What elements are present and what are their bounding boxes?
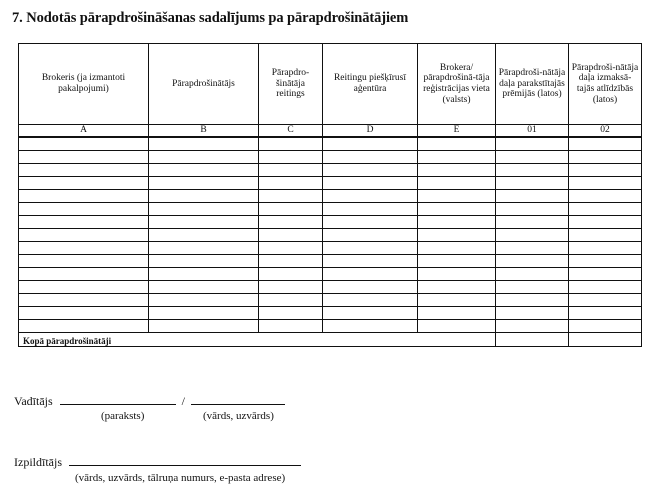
- table-cell[interactable]: [496, 294, 569, 307]
- table-cell[interactable]: [496, 307, 569, 320]
- code-b: B: [149, 125, 259, 138]
- table-cell[interactable]: [569, 190, 642, 203]
- executor-line: [14, 455, 301, 470]
- table-row: [19, 190, 642, 203]
- table-cell[interactable]: [418, 203, 496, 216]
- table-cell[interactable]: [323, 242, 418, 255]
- manager-name-field[interactable]: [191, 394, 285, 405]
- table-cell[interactable]: [496, 216, 569, 229]
- name-caption: (vārds, uzvārds): [203, 410, 274, 422]
- table-cell[interactable]: [323, 294, 418, 307]
- table-cell[interactable]: [19, 268, 149, 281]
- table-cell[interactable]: [496, 242, 569, 255]
- table-cell[interactable]: [323, 229, 418, 242]
- total-claims-cell[interactable]: [569, 333, 642, 347]
- table-row: [19, 137, 642, 151]
- table-cell[interactable]: [323, 190, 418, 203]
- table-cell[interactable]: [149, 242, 259, 255]
- table-cell[interactable]: [418, 294, 496, 307]
- table-cell[interactable]: [418, 268, 496, 281]
- table-cell[interactable]: [496, 151, 569, 164]
- table-cell[interactable]: [149, 255, 259, 268]
- table-cell[interactable]: [569, 281, 642, 294]
- table-cell[interactable]: [19, 164, 149, 177]
- table-cell[interactable]: [19, 190, 149, 203]
- table-cell[interactable]: [496, 190, 569, 203]
- table-cell[interactable]: [149, 294, 259, 307]
- table-cell[interactable]: [259, 255, 323, 268]
- table-cell[interactable]: [418, 307, 496, 320]
- table-cell[interactable]: [569, 203, 642, 216]
- table-cell[interactable]: [569, 268, 642, 281]
- column-code-row: [19, 125, 642, 138]
- table-cell[interactable]: [496, 229, 569, 242]
- table-cell[interactable]: [149, 164, 259, 177]
- table-cell[interactable]: [569, 320, 642, 333]
- table-cell[interactable]: [259, 177, 323, 190]
- table-cell[interactable]: [496, 203, 569, 216]
- header-rating: Pārapdro-šinātāja reitings: [259, 44, 323, 125]
- table-cell[interactable]: [496, 268, 569, 281]
- table-cell[interactable]: [149, 268, 259, 281]
- table-cell[interactable]: [418, 320, 496, 333]
- table-row: [19, 307, 642, 320]
- table-cell[interactable]: [569, 255, 642, 268]
- code-02: 02: [569, 125, 642, 138]
- table-cell[interactable]: [569, 137, 642, 151]
- code-d: D: [323, 125, 418, 138]
- table-cell[interactable]: [259, 281, 323, 294]
- manager-signature-field[interactable]: [60, 394, 176, 405]
- table-cell[interactable]: [323, 268, 418, 281]
- table-cell[interactable]: [259, 190, 323, 203]
- header-broker: Brokeris (ja izmantoti pakalpojumi): [19, 44, 149, 125]
- table-cell[interactable]: [418, 242, 496, 255]
- code-01: 01: [496, 125, 569, 138]
- table-cell[interactable]: [569, 307, 642, 320]
- table-cell[interactable]: [149, 203, 259, 216]
- table-cell[interactable]: [19, 177, 149, 190]
- table-cell[interactable]: [19, 307, 149, 320]
- table-cell[interactable]: [259, 320, 323, 333]
- reinsurance-distribution-table: [18, 43, 642, 347]
- table-row: [19, 281, 642, 294]
- table-cell[interactable]: [19, 281, 149, 294]
- table-cell[interactable]: [418, 229, 496, 242]
- table-cell[interactable]: [19, 151, 149, 164]
- total-row: [19, 333, 642, 347]
- table-cell[interactable]: [496, 255, 569, 268]
- table-row: [19, 320, 642, 333]
- table-cell[interactable]: [259, 151, 323, 164]
- table-cell[interactable]: [418, 190, 496, 203]
- table-cell[interactable]: [418, 177, 496, 190]
- table-cell[interactable]: [259, 203, 323, 216]
- table-cell[interactable]: [149, 281, 259, 294]
- table-cell[interactable]: [19, 242, 149, 255]
- table-cell[interactable]: [19, 255, 149, 268]
- table-cell[interactable]: [418, 137, 496, 151]
- header-rating-agency: Reitingu piešķīrusī aģentūra: [323, 44, 418, 125]
- manager-signature-line: [14, 394, 285, 409]
- table-row: [19, 229, 642, 242]
- table-cell[interactable]: [323, 164, 418, 177]
- table-cell[interactable]: [323, 216, 418, 229]
- table-cell[interactable]: [323, 281, 418, 294]
- executor-field[interactable]: [69, 455, 301, 466]
- table-cell[interactable]: [569, 151, 642, 164]
- header-registration-country: Brokera/ pārapdrošinā-tāja reģistrācijas vieta (valsts): [418, 44, 496, 125]
- table-cell[interactable]: [149, 320, 259, 333]
- table-cell[interactable]: [496, 177, 569, 190]
- code-e: E: [418, 125, 496, 138]
- table-cell[interactable]: [496, 164, 569, 177]
- table-cell[interactable]: [569, 177, 642, 190]
- table-row: [19, 294, 642, 307]
- table-cell[interactable]: [323, 203, 418, 216]
- table-cell[interactable]: [569, 229, 642, 242]
- table-cell[interactable]: [496, 281, 569, 294]
- table-cell[interactable]: [149, 177, 259, 190]
- table-cell[interactable]: [19, 203, 149, 216]
- table-cell[interactable]: [259, 137, 323, 151]
- table-cell[interactable]: [259, 268, 323, 281]
- header-claims-share: Pārapdroši-nātāja daļa izmaksā-tajās atlīdzībās (latos): [569, 44, 642, 125]
- code-c: C: [259, 125, 323, 138]
- executor-caption: (vārds, uzvārds, tālruņa numurs, e-pasta adrese): [75, 472, 286, 484]
- table-cell[interactable]: [149, 216, 259, 229]
- table-cell[interactable]: [418, 255, 496, 268]
- header-premium-share: Pārapdroši-nātāja daļa parakstītajās prēmijās (latos): [496, 44, 569, 125]
- manager-label: Vadītājs: [14, 394, 53, 408]
- table-row: [19, 151, 642, 164]
- table-row: [19, 177, 642, 190]
- table-cell[interactable]: [496, 320, 569, 333]
- table-cell[interactable]: [259, 307, 323, 320]
- table-row: [19, 216, 642, 229]
- table-row: [19, 164, 642, 177]
- table-cell[interactable]: [569, 294, 642, 307]
- total-premium-cell[interactable]: [496, 333, 569, 347]
- table-cell[interactable]: [496, 137, 569, 151]
- table-row: [19, 203, 642, 216]
- table-cell[interactable]: [323, 255, 418, 268]
- page-title: 7. Nodotās pārapdrošināšanas sadalījums pa pārapdrošinātājiem: [12, 10, 409, 26]
- table-cell[interactable]: [323, 137, 418, 151]
- table-cell[interactable]: [259, 229, 323, 242]
- table-cell[interactable]: [259, 216, 323, 229]
- table-cell[interactable]: [323, 177, 418, 190]
- table-cell[interactable]: [418, 164, 496, 177]
- table-cell[interactable]: [19, 229, 149, 242]
- header-row: [19, 44, 642, 125]
- header-reinsurer: Pārapdrošinātājs: [149, 44, 259, 125]
- table-cell[interactable]: [569, 242, 642, 255]
- table-cell[interactable]: [569, 164, 642, 177]
- table-row: [19, 255, 642, 268]
- table-row: [19, 242, 642, 255]
- table-cell[interactable]: [323, 151, 418, 164]
- slash-separator: /: [181, 394, 186, 408]
- table-cell[interactable]: [418, 151, 496, 164]
- table-row: [19, 268, 642, 281]
- table-cell[interactable]: [259, 294, 323, 307]
- table-cell[interactable]: [149, 307, 259, 320]
- table-cell[interactable]: [259, 164, 323, 177]
- table-cell[interactable]: [149, 151, 259, 164]
- table-cell[interactable]: [149, 190, 259, 203]
- table-cell[interactable]: [323, 307, 418, 320]
- table-cell[interactable]: [569, 216, 642, 229]
- code-a: A: [19, 125, 149, 138]
- executor-label: Izpildītājs: [14, 455, 62, 469]
- table-cell[interactable]: [19, 137, 149, 151]
- total-label: Kopā pārapdrošinātāji: [19, 333, 496, 347]
- table-cell[interactable]: [149, 229, 259, 242]
- table-cell[interactable]: [418, 281, 496, 294]
- table-cell[interactable]: [19, 294, 149, 307]
- table-cell[interactable]: [418, 216, 496, 229]
- table-cell[interactable]: [19, 320, 149, 333]
- table-cell[interactable]: [19, 216, 149, 229]
- table-cell[interactable]: [259, 242, 323, 255]
- table-cell[interactable]: [323, 320, 418, 333]
- signature-caption: (paraksts): [101, 410, 145, 422]
- table-cell[interactable]: [149, 137, 259, 151]
